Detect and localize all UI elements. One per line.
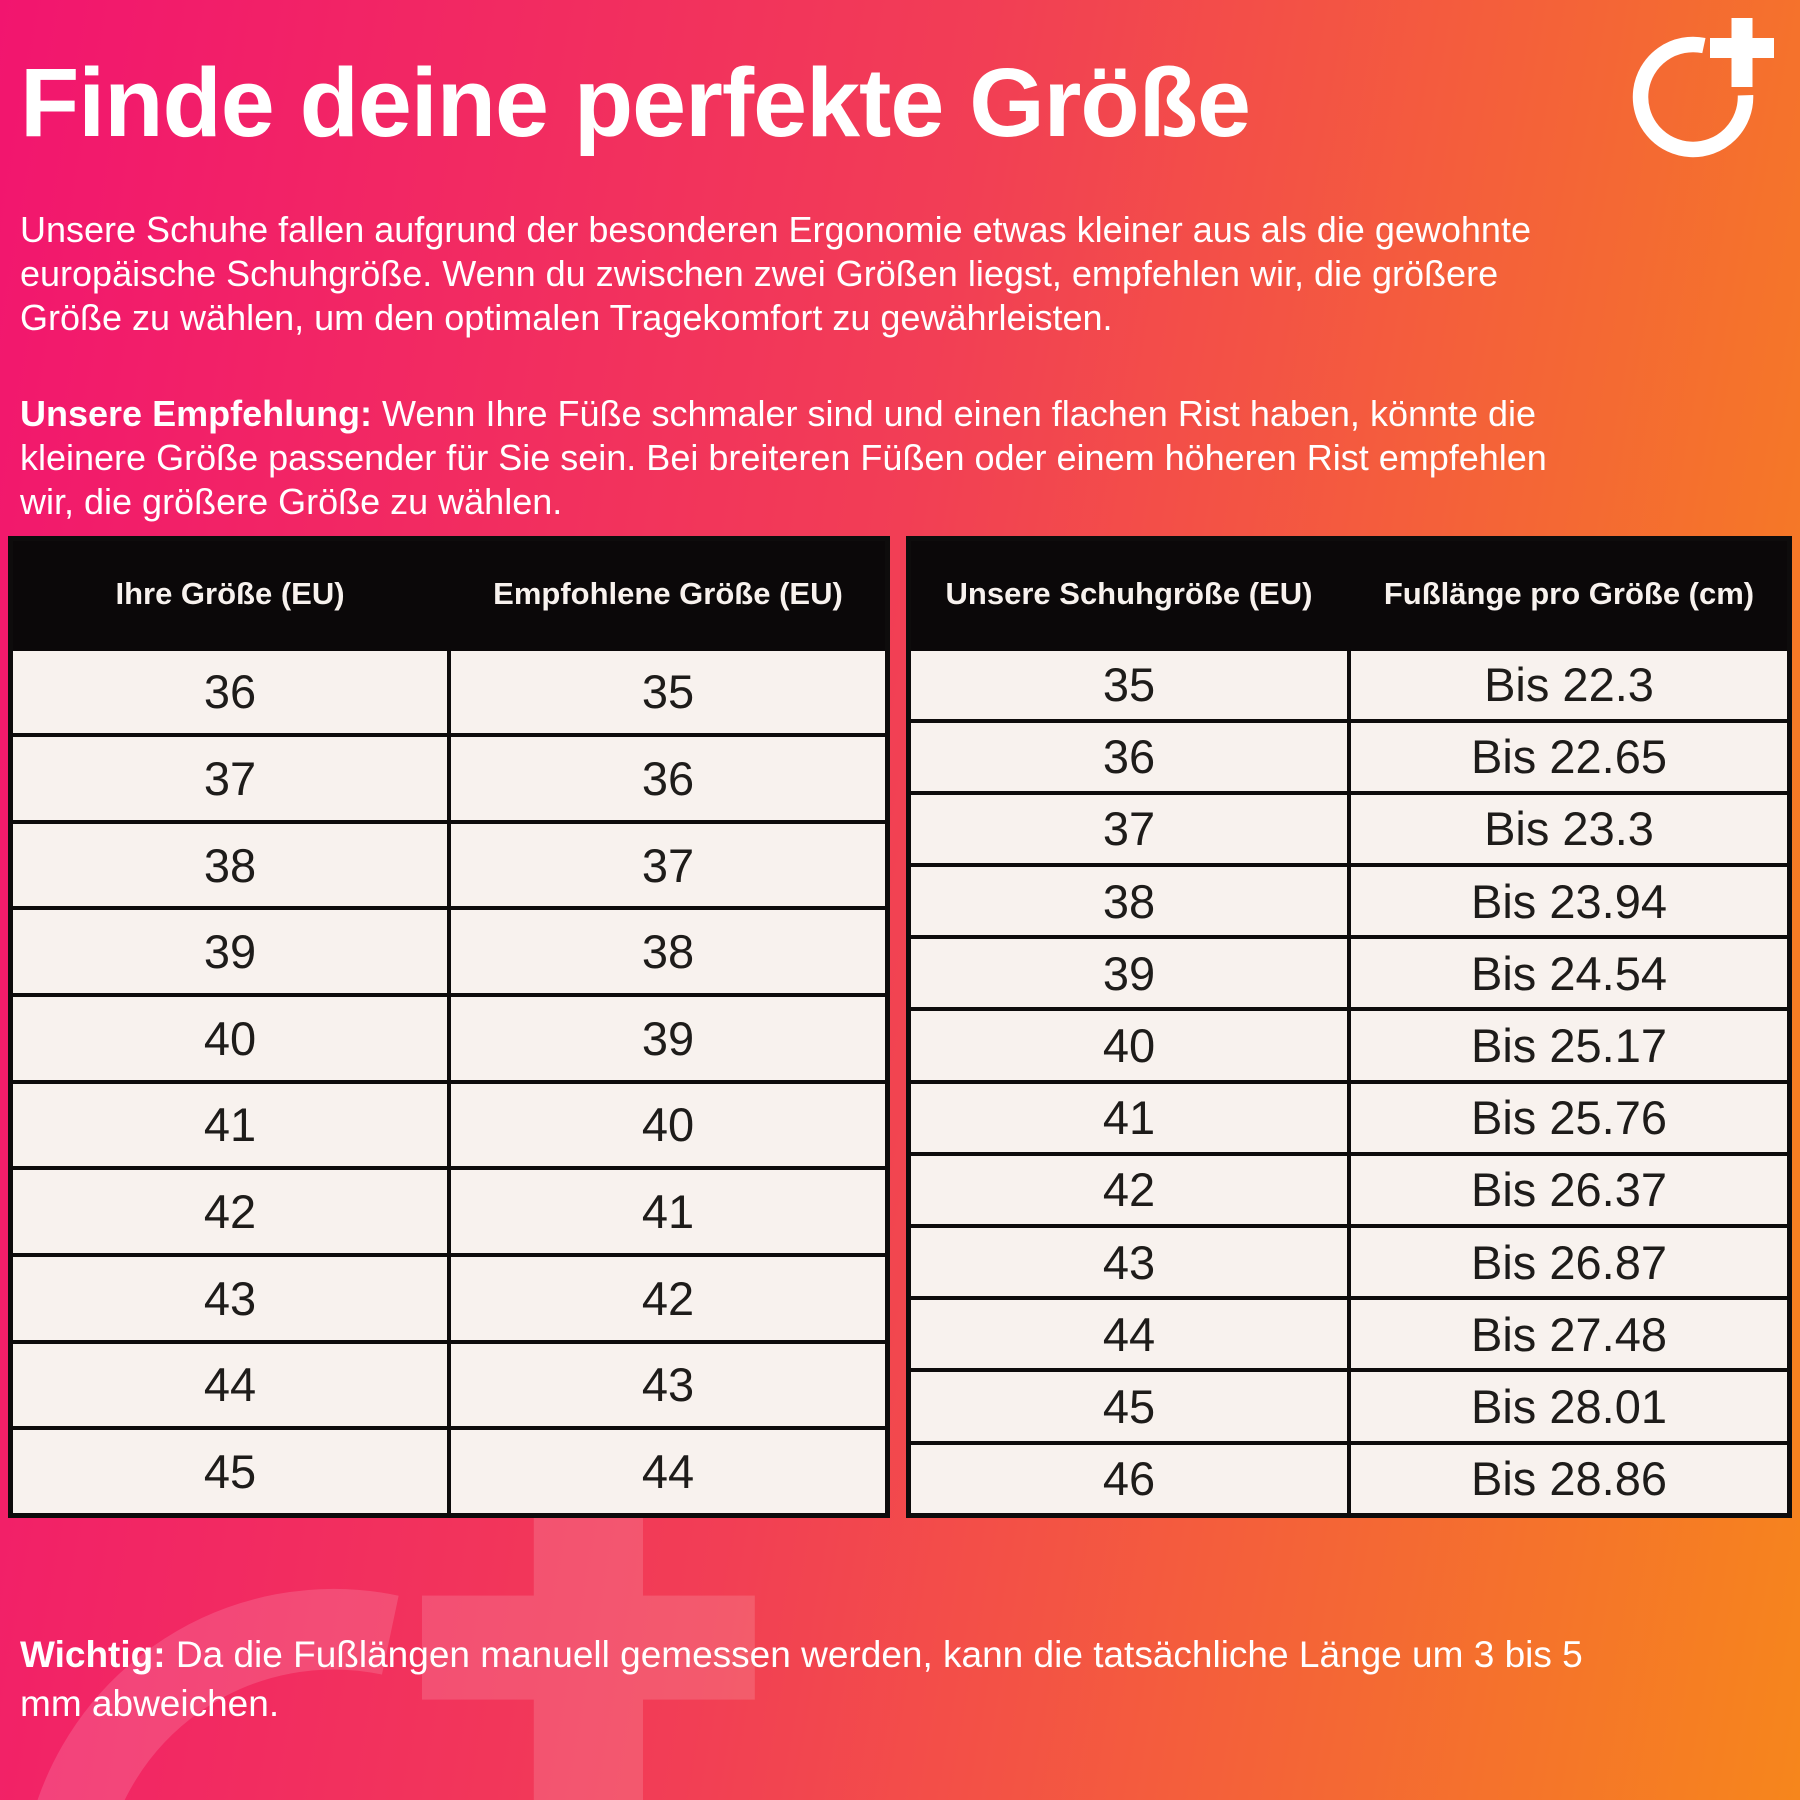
shoe-size-cell: 37 xyxy=(909,793,1350,865)
foot-length-cell: Bis 28.01 xyxy=(1349,1370,1790,1442)
your-size-column-header: Ihre Größe (EU) xyxy=(11,539,450,649)
your-size-cell: 37 xyxy=(11,735,450,822)
shoe-size-cell: 42 xyxy=(909,1154,1350,1226)
shoe-size-cell: 41 xyxy=(909,1082,1350,1154)
recommended-size-cell: 36 xyxy=(449,735,888,822)
shoe-size-cell: 43 xyxy=(909,1226,1350,1298)
your-size-cell: 38 xyxy=(11,822,450,909)
recommended-size-cell: 42 xyxy=(449,1255,888,1342)
shoe-size-cell: 35 xyxy=(909,649,1350,721)
foot-length-cell: Bis 26.37 xyxy=(1349,1154,1790,1226)
your-size-cell: 36 xyxy=(11,649,450,736)
table-row xyxy=(11,822,888,909)
table-row xyxy=(909,937,1790,1009)
foot-length-table-header xyxy=(909,539,1790,649)
foot-length-column-header: Fußlänge pro Größe (cm) xyxy=(1349,539,1790,649)
your-size-cell: 42 xyxy=(11,1168,450,1255)
size-conversion-table xyxy=(8,536,890,1518)
recommendation-label: Unsere Empfehlung: xyxy=(20,393,373,434)
recommended-size-cell: 35 xyxy=(449,649,888,736)
intro-paragraph: Unsere Schuhe fallen aufgrund der besonderen Ergonomie etwas kleiner aus als die gewohnte europäische Schuhgröße. Wenn du zwischen zwei Größen liegst, empfehlen wir, die größere Größe zu wählen, um den optimalen Tragekomfort zu gewährleisten. xyxy=(20,209,1531,338)
header-row xyxy=(909,539,1790,649)
table-row xyxy=(909,1082,1790,1154)
foot-length-cell: Bis 25.17 xyxy=(1349,1009,1790,1081)
table-row xyxy=(909,1370,1790,1442)
your-size-cell: 39 xyxy=(11,908,450,995)
foot-length-cell: Bis 23.3 xyxy=(1349,793,1790,865)
recommendation-paragraph xyxy=(20,392,1585,524)
note-label: Wichtig: xyxy=(20,1634,166,1675)
shoe-size-cell: 46 xyxy=(909,1443,1350,1516)
header-row xyxy=(11,539,888,649)
recommended-size-cell: 44 xyxy=(449,1428,888,1515)
shoe-size-cell: 39 xyxy=(909,937,1350,1009)
table-row xyxy=(11,1168,888,1255)
your-size-cell: 44 xyxy=(11,1342,450,1429)
recommended-size-cell: 37 xyxy=(449,822,888,909)
table-row xyxy=(909,1154,1790,1226)
table-row xyxy=(909,1298,1790,1370)
table-row xyxy=(11,735,888,822)
your-size-cell: 41 xyxy=(11,1082,450,1169)
circle-plus-logo-icon xyxy=(1600,10,1800,190)
table-row xyxy=(11,1255,888,1342)
foot-length-table-body xyxy=(909,649,1790,1516)
table-row xyxy=(909,1226,1790,1298)
shoe-size-cell: 44 xyxy=(909,1298,1350,1370)
recommended-size-cell: 39 xyxy=(449,995,888,1082)
table-row xyxy=(11,1428,888,1515)
table-row xyxy=(909,1009,1790,1081)
table-row xyxy=(11,1082,888,1169)
foot-length-cell: Bis 23.94 xyxy=(1349,865,1790,937)
recommendation-text: Wenn Ihre Füße schmaler sind und einen flachen Rist haben, könnte die kleinere Größe passender für Sie sein. Bei breiteren Füßen oder einem höheren Rist empfehlen wir, die größere Größe zu wählen. xyxy=(20,393,1547,522)
recommended-size-cell: 43 xyxy=(449,1342,888,1429)
recommended-size-column-header: Empfohlene Größe (EU) xyxy=(449,539,888,649)
size-conversion-table-body xyxy=(11,649,888,1516)
recommended-size-cell: 41 xyxy=(449,1168,888,1255)
foot-length-table xyxy=(906,536,1792,1518)
your-size-cell: 45 xyxy=(11,1428,450,1515)
shoe-size-cell: 36 xyxy=(909,721,1350,793)
your-size-cell: 40 xyxy=(11,995,450,1082)
foot-length-cell: Bis 22.65 xyxy=(1349,721,1790,793)
recommended-size-cell: 38 xyxy=(449,908,888,995)
table-row xyxy=(11,908,888,995)
table-row xyxy=(909,793,1790,865)
shoe-size-column-header: Unsere Schuhgröße (EU) xyxy=(909,539,1350,649)
recommended-size-cell: 40 xyxy=(449,1082,888,1169)
table-row xyxy=(11,1342,888,1429)
foot-length-cell: Bis 28.86 xyxy=(1349,1443,1790,1516)
foot-length-cell: Bis 27.48 xyxy=(1349,1298,1790,1370)
table-row xyxy=(11,995,888,1082)
note-paragraph xyxy=(20,1630,1620,1728)
page-title: Finde deine perfekte Größe xyxy=(20,48,1250,157)
table-row xyxy=(11,649,888,736)
foot-length-cell: Bis 25.76 xyxy=(1349,1082,1790,1154)
foot-length-cell: Bis 26.87 xyxy=(1349,1226,1790,1298)
table-row xyxy=(909,721,1790,793)
shoe-size-cell: 40 xyxy=(909,1009,1350,1081)
foot-length-cell: Bis 22.3 xyxy=(1349,649,1790,721)
table-row xyxy=(909,865,1790,937)
table-row xyxy=(909,649,1790,721)
your-size-cell: 43 xyxy=(11,1255,450,1342)
foot-length-cell: Bis 24.54 xyxy=(1349,937,1790,1009)
table-row xyxy=(909,1443,1790,1516)
note-text: Da die Fußlängen manuell gemessen werden, kann die tatsächliche Länge um 3 bis 5 mm abweichen. xyxy=(20,1634,1583,1724)
size-conversion-table-header xyxy=(11,539,888,649)
shoe-size-cell: 45 xyxy=(909,1370,1350,1442)
shoe-size-cell: 38 xyxy=(909,865,1350,937)
